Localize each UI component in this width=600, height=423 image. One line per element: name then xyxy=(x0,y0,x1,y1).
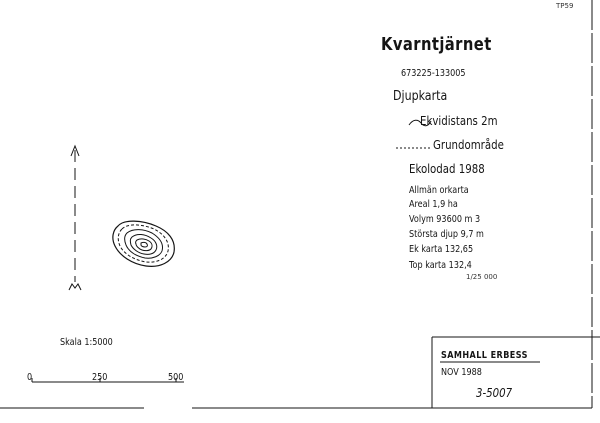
stats-heading: Allmän orkarta xyxy=(409,185,469,196)
stats-elevation-eco: Ek karta 132,65 xyxy=(409,244,474,255)
lake-contour-8m xyxy=(141,242,147,247)
stats-elevation-topo: Top karta 132,4 xyxy=(409,260,472,271)
lake-title: Kvarntjärnet xyxy=(381,34,492,55)
stats-volume: Volym 93600 m 3 xyxy=(409,214,481,225)
scale-label: Skala 1:5000 xyxy=(60,337,113,348)
map-type: Djupkarta xyxy=(393,89,448,104)
scale-tick-500: 500 xyxy=(168,372,184,383)
lake-contour-6m xyxy=(136,239,152,251)
stamp-date: NOV 1988 xyxy=(441,367,482,378)
stats-max-depth: Största djup 9,7 m xyxy=(409,229,484,240)
survey-label: Ekolodad 1988 xyxy=(409,162,485,176)
lake-contours xyxy=(113,221,174,266)
stats-note: 1/25 000 xyxy=(466,273,498,281)
scale-tick-250: 250 xyxy=(92,372,108,383)
lake-shoreline xyxy=(113,221,174,266)
stamp-number: 3-5007 xyxy=(476,386,513,400)
north-arrow-tail xyxy=(69,284,81,290)
coordinates: 673225-133005 xyxy=(401,68,466,79)
legend-contour-label: Ekvidistans 2m xyxy=(420,114,498,128)
corner-mark: TP59 xyxy=(556,2,574,10)
stats-area: Areal 1,9 ha xyxy=(409,199,458,210)
stamp-company: SAMHALL ERBESS xyxy=(441,350,528,361)
lake-contour-4m xyxy=(130,234,156,254)
scale-tick-0: 0 xyxy=(27,372,33,383)
legend-contour-sample xyxy=(409,120,431,126)
legend-shallow-label: Grundområde xyxy=(433,138,504,152)
